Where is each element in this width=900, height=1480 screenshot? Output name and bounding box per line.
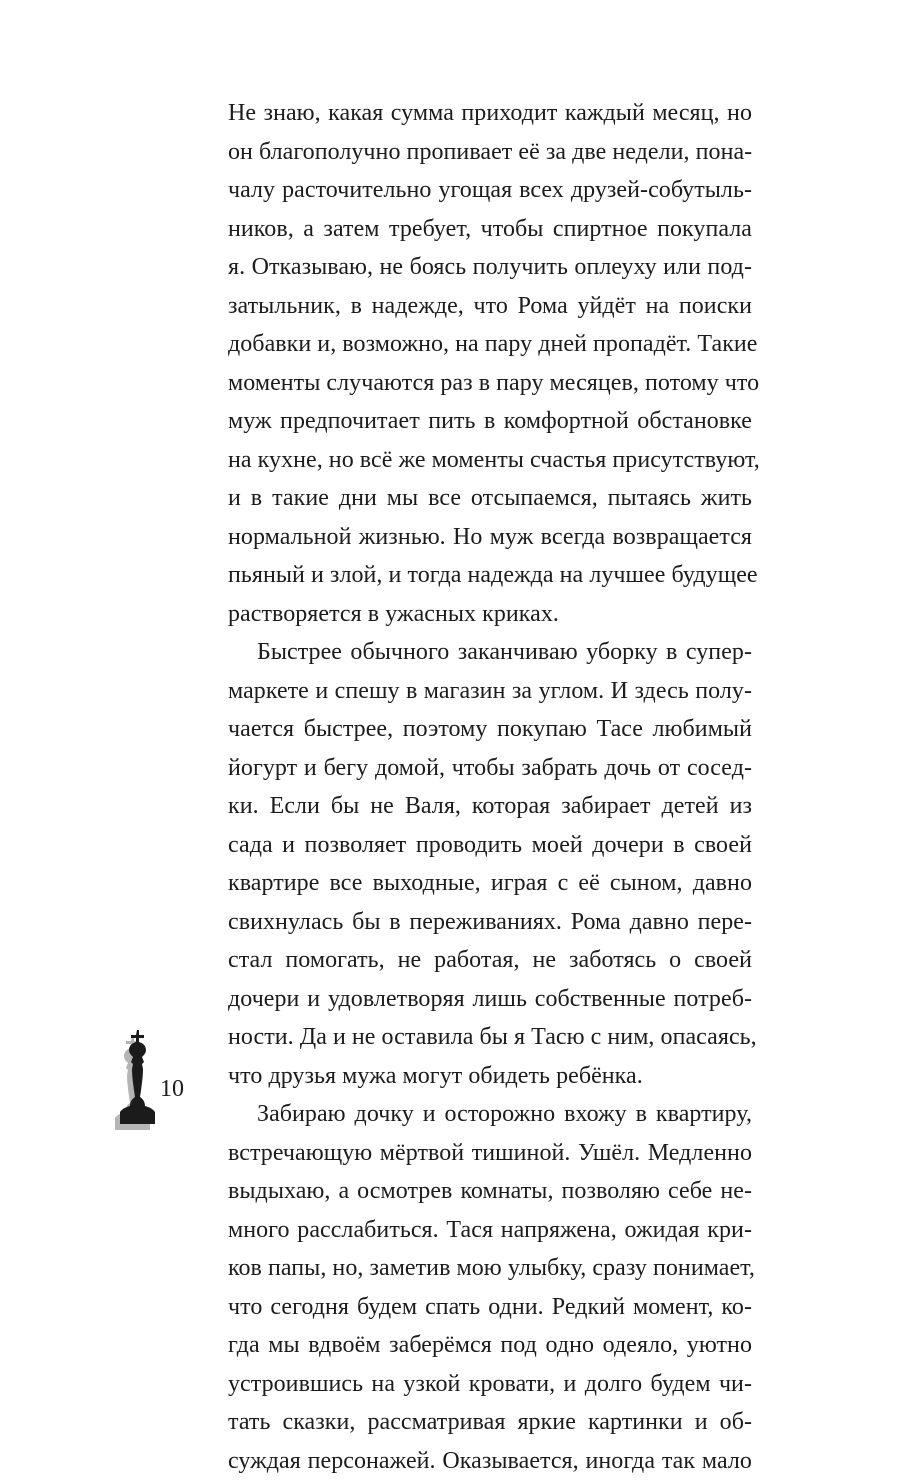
text-line: чалу расточительно угощая всех друзей-собутыль- [228,171,752,210]
text-line: ки. Если бы не Валя, которая забирает детей из [228,787,752,826]
text-line: стал помогать, не работая, не заботясь о своей [228,941,752,980]
text-line: тать сказки, рассматривая яркие картинки и об- [228,1403,752,1442]
text-line: квартире все выходные, играя с её сыном, давно [228,864,752,903]
text-line: и в такие дни мы все отсыпаемся, пытаясь жить [228,479,752,518]
text-line: йогурт и бегу домой, чтобы забрать дочь от сосед- [228,749,752,788]
text-line: что сегодня будем спать одни. Редкий момент, ко- [228,1288,752,1327]
text-line: сада и позволяет проводить моей дочери в своей [228,826,752,865]
text-line: моменты случаются раз в пару месяцев, потому что [228,364,752,403]
text-line: добавки и, возможно, на пару дней пропадёт. Такие [228,325,752,364]
body-text [228,94,752,1480]
text-line: ков папы, но, заметив мою улыбку, сразу понимает, [228,1249,752,1288]
text-line: на кухне, но всё же моменты счастья присутствуют, [228,441,752,480]
text-line: что друзья мужа могут обидеть ребёнка. [228,1057,752,1096]
text-line: Быстрее обычного заканчиваю уборку в супер- [228,633,752,672]
text-line: нормальной жизнью. Но муж всегда возвращается [228,518,752,557]
text-line: чается быстрее, поэтому покупаю Тасе любимый [228,710,752,749]
text-line: ников, а затем требует, чтобы спиртное покупала [228,210,752,249]
text-line: встречающую мёртвой тишиной. Ушёл. Медленно [228,1134,752,1173]
text-line: устроившись на узкой кровати, и долго будем чи- [228,1365,752,1404]
text-line: свихнулась бы в переживаниях. Рома давно пере- [228,903,752,942]
page-number: 10 [160,1070,184,1108]
text-line: он благополучно пропивает её за две недели, пона- [228,133,752,172]
chess-king-icon [106,1026,168,1144]
text-line: ности. Да и не оставила бы я Тасю с ним, опасаясь, [228,1018,752,1057]
text-line: гда мы вдвоём заберёмся под одно одеяло, уютно [228,1326,752,1365]
text-line: растворяется в ужасных криках. [228,595,752,634]
text-line: суждая персонажей. Оказывается, иногда так мало [228,1442,752,1480]
text-line: выдыхаю, а осмотрев комнаты, позволяю себе не- [228,1172,752,1211]
text-line: маркете и спешу в магазин за углом. И здесь полу- [228,672,752,711]
text-line: Не знаю, какая сумма приходит каждый месяц, но [228,94,752,133]
text-line: Забираю дочку и осторожно вхожу в квартиру, [228,1095,752,1134]
text-line: пьяный и злой, и тогда надежда на лучшее будущее [228,556,752,595]
text-line: дочери и удовлетворяя лишь собственные потреб- [228,980,752,1019]
text-line: муж предпочитает пить в комфортной обстановке [228,402,752,441]
text-line: затыльник, в надежде, что Рома уйдёт на поиски [228,287,752,326]
text-line: я. Отказываю, не боясь получить оплеуху или под- [228,248,752,287]
text-line: много расслабиться. Тася напряжена, ожидая кри- [228,1211,752,1250]
